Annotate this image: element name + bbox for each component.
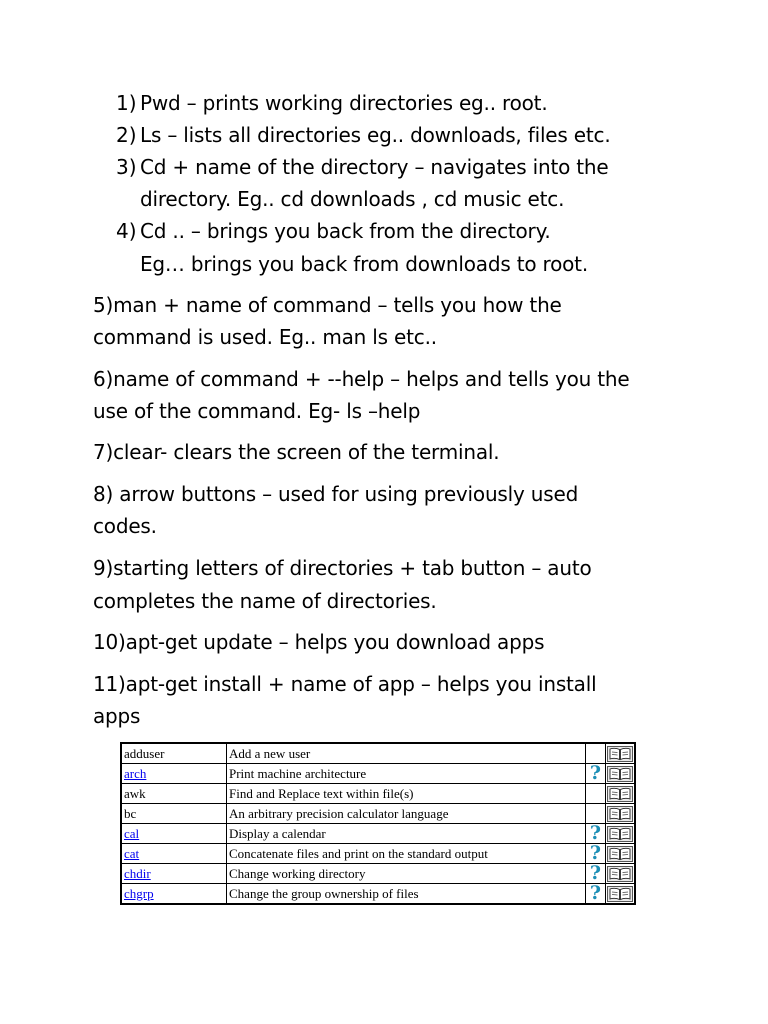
paragraph-11-line-2: apps (93, 704, 141, 728)
paragraph-11-line-1: 11)apt-get install + name of app – helps you install (93, 672, 597, 696)
command-link[interactable]: chdir (124, 865, 151, 881)
command-name: bc (124, 805, 137, 821)
list-item-1-text: Pwd – prints working directories eg.. root. (140, 91, 548, 115)
help-cell (586, 864, 606, 884)
command-cell[interactable] (121, 864, 227, 884)
open-book-icon[interactable] (606, 806, 634, 822)
open-book-icon[interactable] (606, 866, 634, 882)
paragraph-9-line-1: 9)starting letters of directories + tab button – auto (93, 556, 592, 580)
command-cell[interactable] (121, 844, 227, 864)
table-row (121, 784, 635, 804)
help-question-icon[interactable]: ? (589, 862, 602, 884)
book-cell (606, 864, 636, 884)
table-row (121, 844, 635, 864)
paragraph-7-line-1: 7)clear- clears the screen of the terminal. (93, 440, 500, 464)
book-cell (606, 844, 636, 864)
open-book-icon[interactable] (606, 766, 634, 782)
paragraph-6-line-2: use of the command. Eg- ls –help (93, 399, 421, 423)
command-cell[interactable] (121, 884, 227, 905)
book-cell (606, 804, 636, 824)
list-item-2-text: Ls – lists all directories eg.. downloads, files etc. (140, 123, 611, 147)
list-item-4-text: Cd .. – brings you back from the directory. (140, 219, 551, 243)
paragraph-8-line-2: codes. (93, 514, 157, 538)
list-item-3-continuation: directory. Eg.. cd downloads , cd music etc. (140, 187, 565, 211)
paragraph-5-line-2: command is used. Eg.. man ls etc.. (93, 325, 437, 349)
open-book-icon[interactable] (606, 746, 634, 762)
table-row (121, 764, 635, 784)
book-cell (606, 743, 636, 764)
help-question-icon[interactable]: ? (589, 842, 602, 864)
table-row (121, 743, 635, 764)
paragraph-9-line-2: completes the name of directories. (93, 589, 437, 613)
help-question-icon[interactable]: ? (589, 882, 602, 904)
help-cell (586, 784, 606, 804)
list-item-3-text: Cd + name of the directory – navigates into the (140, 155, 609, 179)
paragraph-10-line-1: 10)apt-get update – helps you download apps (93, 630, 545, 654)
paragraph-5-line-1: 5)man + name of command – tells you how the (93, 293, 562, 317)
command-name: awk (124, 785, 146, 801)
command-table (120, 742, 636, 905)
help-cell (586, 844, 606, 864)
help-cell (586, 824, 606, 844)
description-cell: Concatenate files and print on the standard output (227, 844, 586, 864)
command-cell[interactable] (121, 824, 227, 844)
command-name: adduser (124, 745, 165, 761)
open-book-icon[interactable] (606, 826, 634, 842)
help-cell (586, 743, 606, 764)
description-cell: Display a calendar (227, 824, 586, 844)
description-cell: Change working directory (227, 864, 586, 884)
command-table-body (121, 743, 635, 904)
list-number-1: 1) (116, 91, 137, 115)
command-link[interactable]: arch (124, 765, 147, 781)
open-book-icon[interactable] (606, 786, 634, 802)
help-cell (586, 764, 606, 784)
help-question-icon[interactable]: ? (589, 762, 602, 784)
list-item-4-continuation: Eg… brings you back from downloads to root. (140, 252, 588, 276)
table-row (121, 824, 635, 844)
command-cell[interactable] (121, 764, 227, 784)
description-cell: An arbitrary precision calculator language (227, 804, 586, 824)
description-cell: Add a new user (227, 743, 586, 764)
command-link[interactable]: chgrp (124, 885, 154, 901)
book-cell (606, 784, 636, 804)
list-number-4: 4) (116, 219, 137, 243)
open-book-icon[interactable] (606, 886, 634, 902)
help-question-icon[interactable]: ? (589, 822, 602, 844)
description-cell: Print machine architecture (227, 764, 586, 784)
command-cell (121, 804, 227, 824)
table-row (121, 864, 635, 884)
description-cell: Find and Replace text within file(s) (227, 784, 586, 804)
list-number-3: 3) (116, 155, 137, 179)
paragraph-8-line-1: 8) arrow buttons – used for using previously used (93, 482, 579, 506)
list-number-2: 2) (116, 123, 137, 147)
help-cell (586, 884, 606, 905)
description-cell: Change the group ownership of files (227, 884, 586, 905)
book-cell (606, 884, 636, 905)
paragraph-6-line-1: 6)name of command + --help – helps and tells you the (93, 367, 630, 391)
table-row (121, 804, 635, 824)
book-cell (606, 764, 636, 784)
help-cell (586, 804, 606, 824)
open-book-icon[interactable] (606, 846, 634, 862)
command-link[interactable]: cal (124, 825, 140, 841)
book-cell (606, 824, 636, 844)
command-link[interactable]: cat (124, 845, 140, 861)
command-cell (121, 784, 227, 804)
table-row (121, 884, 635, 905)
command-cell (121, 743, 227, 764)
